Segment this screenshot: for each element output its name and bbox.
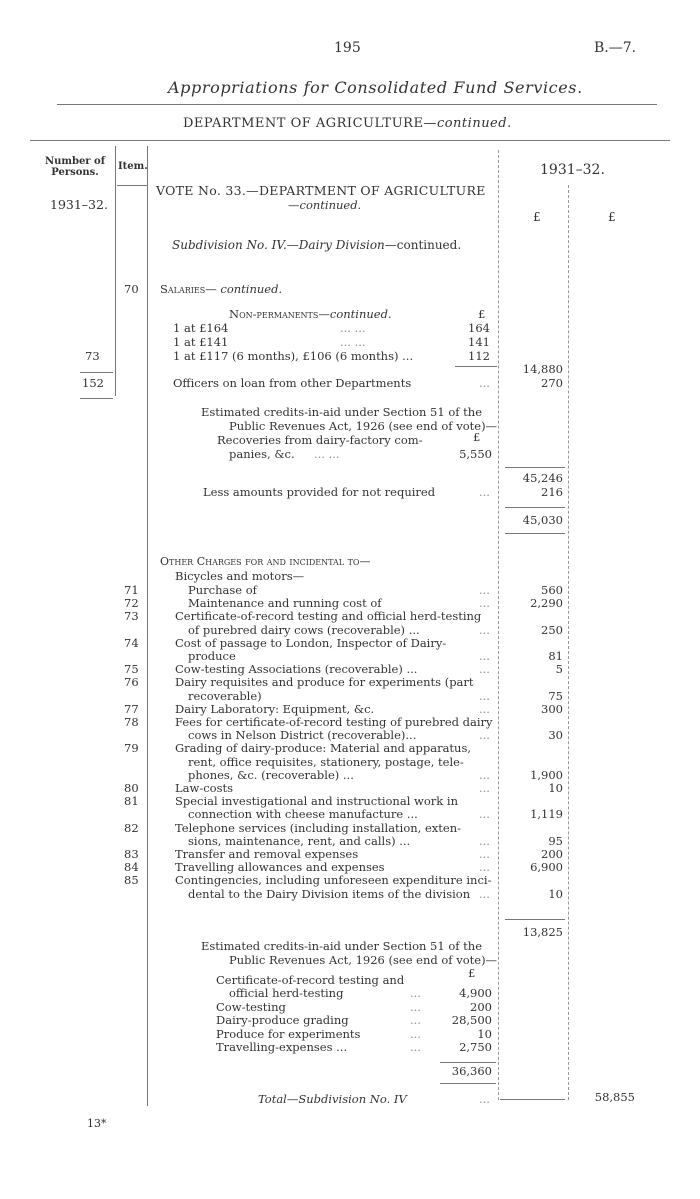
charge-value: 30 [548,728,563,743]
charge-description: Cow-testing Associations (recoverable) ... [175,662,418,677]
rule-amount-right [568,185,569,1100]
subdivision-suffix: —continued. [384,238,462,252]
charge-item-number: 77 [124,701,139,716]
charges-credits-line: Public Revenues Act, 1926 (see end of vote)— [229,953,498,967]
vote-title: VOTE No. 33.—DEPARTMENT OF AGRICULTURE [156,183,486,198]
charge-value: 300 [541,701,563,716]
charge-description: Contingencies, including unforeseen expenditure inci- [175,873,492,888]
total-rule [505,467,565,468]
charge-description: sions, maintenance, rent, and calls) ... [188,833,411,848]
charge-description: Grading of dairy-produce: Material and apparatus, [175,741,472,756]
signature-mark: 13* [87,1117,107,1130]
charge-dots: ... [479,807,490,822]
title-rule [57,104,657,105]
charge-description: Law-costs [175,781,234,795]
other-charges-heading: Other Charges for and incidental to— [160,555,371,568]
charge-description: Dairy requisites and produce for experiments (part [175,675,474,690]
credit-dots: ... [410,986,421,1001]
total-subdivision-value: 58,855 [594,1090,635,1104]
charge-description: recoverable) [188,688,262,703]
charge-description: produce [188,649,236,663]
charge-value: 5 [555,662,563,677]
non-permanents-pound: £ [478,307,486,321]
recoveries-line: Recoveries from dairy-factory com- [217,433,423,447]
charge-dots: ... [479,583,490,597]
salary-line: 1 at £141 [173,335,229,349]
credits-total-rule [440,1062,496,1063]
charge-dots: ... [479,622,490,637]
charges-credits-line: Estimated credits-in-aid under Section 51 of the [201,939,483,953]
credit-dots: ... [410,999,421,1014]
charge-dots: ... [479,847,490,861]
charge-dots: ... [479,728,490,743]
charge-dots: ... [479,767,490,782]
charge-description: Maintenance and running cost of [188,596,382,611]
credit-label: official herd-testing [229,986,344,1001]
recoveries-value: 5,550 [459,447,492,461]
charge-dots: ... [479,649,490,663]
charge-item-number: 83 [124,847,139,861]
charge-value: 6,900 [530,860,563,875]
charge-item-number: 84 [124,860,139,875]
persons-rule [80,372,113,373]
credit-label: Produce for experiments [216,1026,361,1041]
header-item-rule [117,185,147,186]
charge-description: Fees for certificate-of-record testing of purebred dairy [175,715,493,729]
credit-value: 4,900 [459,986,492,1001]
charges-total: 13,825 [522,925,563,939]
charge-item-number: 71 [124,583,139,597]
persons-73: 73 [85,349,100,363]
credit-label: Cow-testing [216,999,286,1014]
salary-dots: ... ... [340,321,366,335]
salary-value: 141 [468,335,490,349]
charge-dots: ... [479,688,490,703]
credit-value: 200 [470,999,492,1014]
charge-item-number: 72 [124,596,139,611]
non-permanents-heading [229,307,392,321]
bicycles-heading: Bicycles and motors— [175,569,305,583]
col-year-left: 1931–32. [50,197,108,212]
persons-152: 152 [82,376,104,390]
salaries-heading [160,282,282,296]
currency-b: £ [608,210,616,224]
credit-value: 2,750 [459,1040,492,1054]
charge-item-number: 79 [124,741,139,756]
charge-description: Travelling allowances and expenses [175,860,385,875]
charge-dots: ... [479,701,490,716]
col-year-right: 1931–32. [540,162,605,178]
charge-description: dental to the Dairy Division items of the division [188,886,471,901]
salary-sum-rule [455,366,497,367]
page-reference: B.—7. [594,40,637,56]
charge-value: 2,290 [530,596,563,611]
salary-line: 1 at £164 [173,321,229,335]
charge-item-number: 73 [124,609,139,624]
charge-item-number: 81 [124,794,139,809]
charge-description: of purebred dairy cows (recoverable) ... [188,622,420,637]
less-label: Less amounts provided for not required [203,485,436,499]
net-rule-bottom [505,533,565,534]
credits-total: 36,360 [451,1064,492,1078]
vote-continued: —continued. [288,198,362,212]
credit-value: 28,500 [451,1013,492,1028]
charge-value: 560 [541,583,563,597]
department-suffix: —continued. [423,116,512,131]
salaries-label: Salaries [160,282,206,296]
footer-total-rule [500,1099,565,1100]
persons-bottom-rule [80,398,113,399]
officers-on-loan: Officers on loan from other Departments [173,376,412,390]
salaries-total: 45,246 [522,471,563,485]
charge-value: 95 [548,833,563,848]
non-permanents-label: Non-permanents [229,307,319,321]
net-rule [505,507,565,508]
charge-item-number: 74 [124,635,139,650]
subdivision-title: Subdivision No. IV.—Dairy Division [172,238,385,252]
charge-description: Telephone services (including installation, exten- [175,820,461,835]
salary-subtotal: 14,880 [522,362,563,376]
table-top-rule [30,140,670,141]
officers-value: 270 [541,376,563,390]
credit-dots: ... [410,1013,421,1028]
officers-dots: ... [479,376,490,390]
charge-value: 10 [548,781,563,795]
charge-dots: ... [479,781,490,795]
credit-dots: ... [410,1026,421,1041]
charge-description: connection with cheese manufacture ... [188,807,418,822]
credit-dots: ... [410,1040,421,1054]
non-permanents-suffix: —continued. [318,307,392,321]
col-number-of-persons: Number of Persons. [44,156,106,178]
rule-amount-left [498,150,499,1100]
charge-item-number: 85 [124,873,139,888]
charge-description: phones, &c. (recoverable) ... [188,767,354,782]
charges-total-rule [505,919,565,920]
department-heading [183,116,512,131]
charge-value: 200 [541,847,563,861]
charge-dots: ... [479,860,490,875]
salary-dots: ... ... [340,335,366,349]
charge-description: Purchase of [188,583,257,597]
salary-value: 164 [468,321,490,335]
col-item: Item. [118,161,148,172]
charge-item-number: 82 [124,820,139,835]
department-name: DEPARTMENT OF AGRICULTURE [183,116,424,131]
charge-dots: ... [479,886,490,901]
credit-label: Certificate-of-record testing and [216,973,405,987]
less-value: 216 [541,485,563,499]
currency-a: £ [533,210,541,224]
recoveries-line: panies, &c. [229,447,295,461]
rule-persons-item [115,146,116,396]
charge-description: Certificate-of-record testing and official herd-testing [175,609,482,624]
charge-item-number: 80 [124,781,139,795]
salary-value: 112 [468,349,490,363]
charges-credits-pound: £ [468,966,476,980]
charge-value: 75 [548,688,563,703]
charge-description: rent, office requisites, stationery, postage, tele- [188,754,464,769]
less-dots: ... [479,485,490,499]
charge-dots: ... [479,596,490,611]
credits-line: Estimated credits-in-aid under Section 51 of the [201,405,483,419]
subdivision-heading [172,238,461,252]
page-number: 195 [334,40,361,56]
charge-item-number: 76 [124,675,139,690]
charge-value: 10 [548,886,563,901]
recoveries-pound: £ [473,430,481,444]
charge-value: 81 [548,649,563,663]
recoveries-dots: ... ... [314,447,340,461]
rule-item-text [147,146,148,1106]
charge-item-number: 78 [124,715,139,729]
charge-dots: ... [479,833,490,848]
charge-item-number: 75 [124,662,139,677]
total-subdivision-label: Total—Subdivision No. IV [258,1092,407,1106]
charge-description: Dairy Laboratory: Equipment, &c. [175,701,375,716]
credit-label: Travelling-expenses ... [216,1040,348,1054]
charge-dots: ... [479,662,490,677]
charge-value: 250 [541,622,563,637]
credits-line: Public Revenues Act, 1926 (see end of vote)— [229,419,498,433]
charge-description: Transfer and removal expenses [175,847,359,861]
credit-label: Dairy-produce grading [216,1013,349,1028]
charge-value: 1,900 [530,767,563,782]
total-dots: ... [479,1092,490,1106]
charge-description: Cost of passage to London, Inspector of Dairy- [175,635,447,650]
page-title: Appropriations for Consolidated Fund Services. [168,78,583,97]
salaries-suffix: — continued. [205,282,283,296]
salaries-net-total: 45,030 [522,513,563,527]
charge-value: 1,119 [530,807,563,822]
charge-description: Special investigational and instructional work in [175,794,459,809]
charge-description: cows in Nelson District (recoverable)... [188,728,417,743]
salary-line: 1 at £117 (6 months), £106 (6 months) ... [173,349,414,363]
salaries-item: 70 [124,282,139,296]
credit-value: 10 [477,1026,492,1041]
credits-total-rule-bottom [440,1083,496,1084]
